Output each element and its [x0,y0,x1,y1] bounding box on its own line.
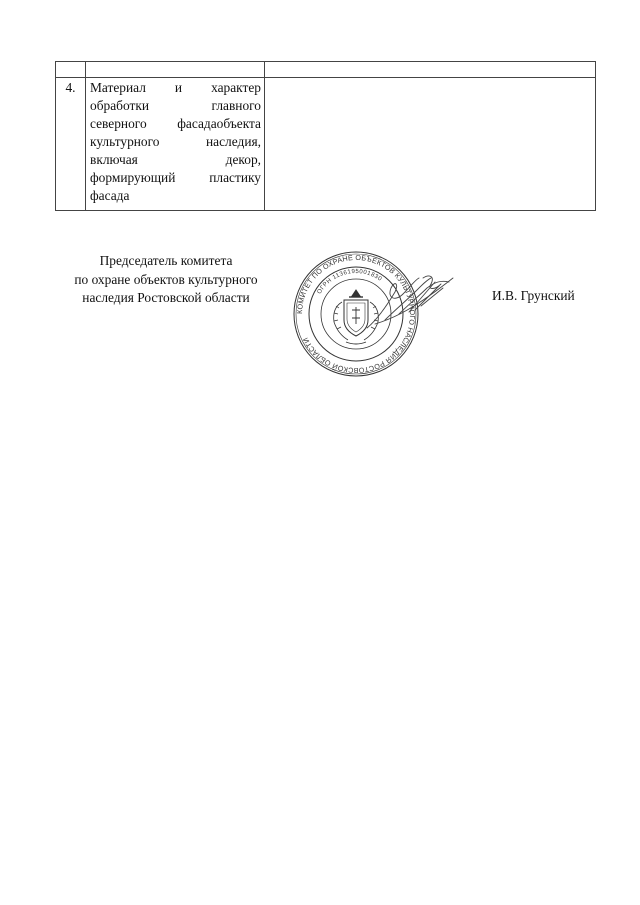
seal-outer-text: КОМИТЕТ ПО ОХРАНЕ ОБЪЕКТОВ КУЛЬТУРНОГО НАСЛЕДИЯ РОСТОВСКОЙ ОБЛАСТИ [294,252,418,376]
signer-title-line: наследия Ростовской области [82,290,250,305]
description-line: включая декор, [90,152,261,167]
description-line: обработки главного [90,98,261,113]
signer-title-line: Председатель комитета [99,253,233,268]
table-cell [265,62,596,78]
table-cell [86,62,265,78]
row-description [86,78,265,211]
table-cell [56,62,86,78]
table-row-previous [56,62,596,78]
description-line: фасада [90,188,130,203]
table-row [56,78,596,211]
description-line: Материал и характер [90,80,261,95]
heritage-object-table [55,61,596,211]
description-line: культурного наследия, [90,134,261,149]
handwritten-signature-icon [365,258,455,338]
signer-title-line: по охране объектов культурного [74,271,258,287]
row-value [265,78,596,211]
row-number: 4. [56,78,86,211]
seal-inner-text: ОГРН 1136195001830 [316,268,383,296]
description-line: формирующий пластику [90,170,261,185]
signer-name: И.В. Грунский [492,288,575,303]
description-line: северного фасадаобъекта [90,116,261,131]
signer-title [55,252,277,308]
